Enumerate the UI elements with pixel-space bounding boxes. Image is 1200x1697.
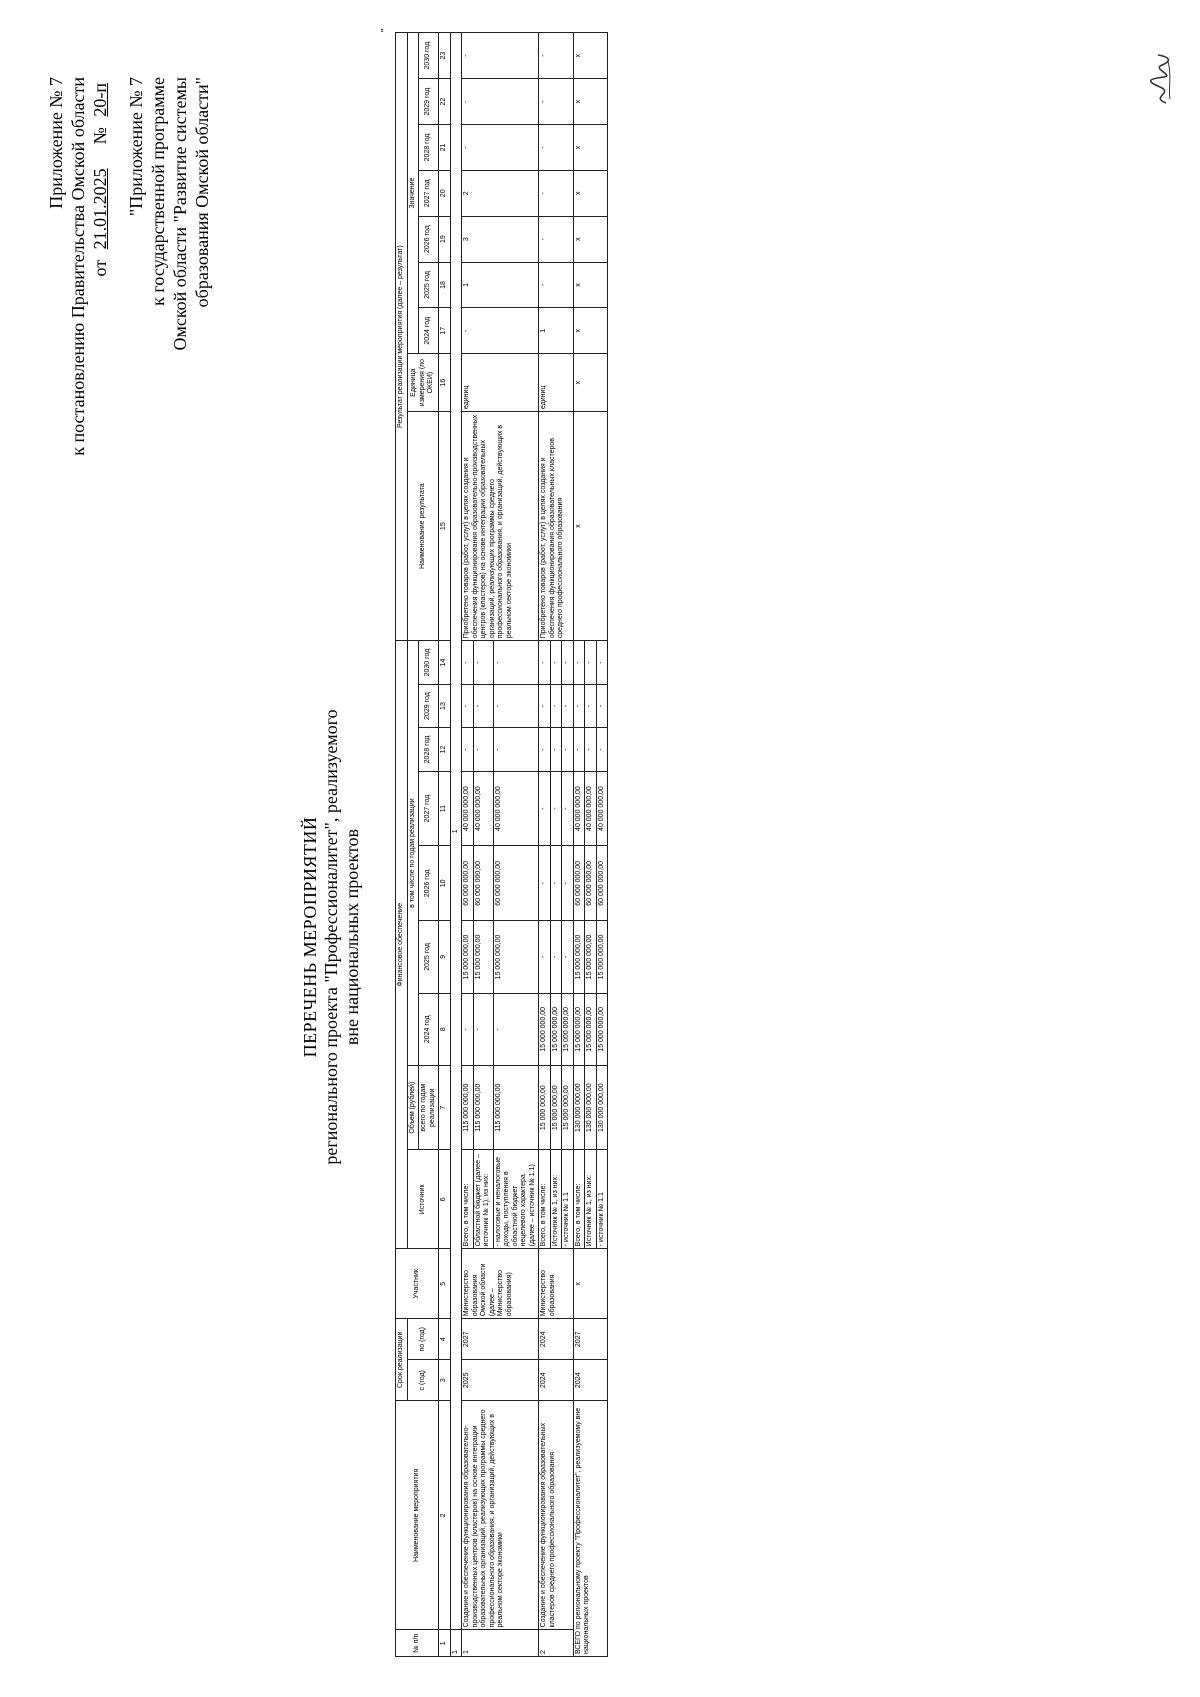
col-number-1: 1 xyxy=(439,1630,451,1657)
measure-1-source-1: Областной бюджет (далее – источник № 1), из них: xyxy=(473,1150,493,1249)
measure-2-fin-0-y6: - xyxy=(539,641,551,685)
measure-1-fin-1-y6: - xyxy=(473,641,493,685)
col-number-15: 15 xyxy=(439,412,451,641)
col-number-20: 20 xyxy=(439,170,451,216)
measure-2-val-y3: - xyxy=(539,170,574,216)
measure-2-fin-1-y1: - xyxy=(550,921,562,993)
measure-2-source-2: - источник № 1.1 xyxy=(562,1150,574,1249)
measure-2-val-y4: - xyxy=(539,125,574,171)
measure-2-fin-0-y1: - xyxy=(539,921,551,993)
total-fin-2-y5: - xyxy=(596,684,608,727)
th-source: Источник xyxy=(407,1150,439,1249)
total-val-y1: x xyxy=(573,262,608,308)
total-result-name: x xyxy=(573,412,608,641)
measure-2-unit: единиц xyxy=(539,354,574,412)
total-fin-1-y4: - xyxy=(585,728,597,771)
measure-2-row-0 xyxy=(539,33,551,1657)
th-fin-year-2: 2026 год xyxy=(419,846,439,921)
signature-icon xyxy=(1140,51,1180,107)
measure-2-fin-1-y3: - xyxy=(550,771,562,846)
col-number-4: 4 xyxy=(439,1319,451,1360)
total-fin-0-y4: - xyxy=(573,728,585,771)
total-fin-0-y6: - xyxy=(573,641,585,685)
measure-2-fin-1-y6: - xyxy=(550,641,562,685)
col-number-6: 6 xyxy=(439,1150,451,1249)
measure-2-fin-2-y5: - xyxy=(562,684,574,727)
th-finance: Финансовое обеспечение xyxy=(396,641,408,1249)
total-fin-2-y1: 15 000 000,00 xyxy=(596,921,608,993)
col-number-12: 12 xyxy=(439,728,451,771)
measure-1-from: 2025 xyxy=(462,1360,539,1401)
header-line-1: Приложение № 7 xyxy=(46,77,66,209)
total-val-y4: x xyxy=(573,125,608,171)
measure-2-fin-0-y5: - xyxy=(539,684,551,727)
th-total: всего по годам реализации xyxy=(419,1065,439,1149)
measure-2-source-0: Всего, в том числе: xyxy=(539,1150,551,1249)
measure-1-val-y2: 3 xyxy=(462,216,539,262)
total-from: 2024 xyxy=(573,1360,608,1401)
measure-2-num: 2 xyxy=(539,1630,574,1657)
total-total-2: 130 000 000,00 xyxy=(596,1065,608,1149)
measure-1-fin-2-y6: - xyxy=(493,641,539,685)
th-fin-year-3: 2027 год xyxy=(419,771,439,846)
col-number-22: 22 xyxy=(439,79,451,125)
total-total-1: 130 000 000,00 xyxy=(585,1065,597,1149)
th-from: с (год) xyxy=(407,1360,439,1401)
measure-2-fin-0-y0: 15 000 000,00 xyxy=(539,993,551,1065)
measure-1-fin-1-y4: - xyxy=(473,728,493,771)
measure-2-source-1: Источник № 1, из них: xyxy=(550,1150,562,1249)
section-title: 1 xyxy=(450,33,462,1630)
total-val-y5: x xyxy=(573,79,608,125)
section-row xyxy=(450,33,462,1657)
measure-1-total-1: 115 000 000,00 xyxy=(473,1065,493,1149)
measure-1-fin-0-y0: - xyxy=(462,993,474,1065)
total-source-2: - источник № 1.1 xyxy=(596,1150,608,1249)
measure-1-participant: Министерство образования Омской области (далее – Министерство образования) xyxy=(462,1249,539,1319)
measure-2-to: 2024 xyxy=(539,1319,574,1360)
measure-1-val-y4: - xyxy=(462,125,539,171)
total-fin-0-y0: 15 000 000,00 xyxy=(573,993,585,1065)
col-number-18: 18 xyxy=(439,262,451,308)
th-incl: в том числе по годам реализации xyxy=(407,641,419,1066)
total-fin-2-y3: 40 000 000,00 xyxy=(596,771,608,846)
total-fin-0-y1: 15 000 000,00 xyxy=(573,921,585,993)
measure-2-total-2: 15 000 000,00 xyxy=(562,1065,574,1149)
measure-1-val-y3: 2 xyxy=(462,170,539,216)
document-title xyxy=(300,557,363,1317)
col-number-7: 7 xyxy=(439,1065,451,1149)
total-val-y2: x xyxy=(573,216,608,262)
th-unit: Единица измерения (по ОКЕИ) xyxy=(407,354,439,412)
measure-2-from: 2024 xyxy=(539,1360,574,1401)
section-num: 1 xyxy=(450,1630,462,1657)
measure-2-val-y5: - xyxy=(539,79,574,125)
col-number-14: 14 xyxy=(439,641,451,685)
measure-1-total-0: 115 000 000,00 xyxy=(462,1065,474,1149)
col-number-23: 23 xyxy=(439,33,451,79)
th-fin-year-4: 2028 год xyxy=(419,728,439,771)
th-val-year-4: 2028 год xyxy=(419,125,439,171)
total-val-y3: x xyxy=(573,170,608,216)
total-participant: x xyxy=(573,1249,608,1319)
th-num: № п/п xyxy=(396,1630,439,1657)
measure-1-fin-1-y1: 15 000 000,00 xyxy=(473,921,493,993)
header-line-7: образования Омской области" xyxy=(192,77,212,308)
measure-2-fin-2-y2: - xyxy=(562,846,574,921)
th-val-year-1: 2025 год xyxy=(419,262,439,308)
total-fin-0-y3: 40 000 000,00 xyxy=(573,771,585,846)
th-volume-total-label: Объем (рублей) xyxy=(407,1065,419,1149)
measure-1-fin-0-y6: - xyxy=(462,641,474,685)
measures-table-wrap xyxy=(395,32,608,1657)
measure-2-fin-2-y1: - xyxy=(562,921,574,993)
header-line-5: к государственной программе xyxy=(148,77,168,306)
total-fin-0-y5: - xyxy=(573,684,585,727)
th-result-name: Наименование результата xyxy=(407,412,439,641)
th-fin-year-5: 2029 год xyxy=(419,684,439,727)
measure-2-fin-0-y4: - xyxy=(539,728,551,771)
th-val-year-6: 2030 год xyxy=(419,33,439,79)
th-value: Значение xyxy=(407,33,419,354)
measure-1-total-2: 115 000 000,00 xyxy=(493,1065,539,1149)
total-fin-1-y1: 15 000 000,00 xyxy=(585,921,597,993)
measure-1-fin-0-y2: 60 000 000,00 xyxy=(462,846,474,921)
measure-1-val-y5: - xyxy=(462,79,539,125)
th-to: по (год) xyxy=(407,1319,439,1360)
total-fin-2-y0: 15 000 000,00 xyxy=(596,993,608,1065)
col-number-2: 2 xyxy=(439,1401,451,1630)
measure-2-fin-1-y0: 15 000 000,00 xyxy=(550,993,562,1065)
col-number-16: 16 xyxy=(439,354,451,412)
measure-2-total-1: 15 000 000,00 xyxy=(550,1065,562,1149)
col-number-3: 3 xyxy=(439,1360,451,1401)
th-name: Наименование мероприятия xyxy=(396,1401,439,1630)
th-val-year-3: 2027 год xyxy=(419,170,439,216)
total-row-0 xyxy=(573,33,585,1657)
measure-1-fin-2-y0: - xyxy=(493,993,539,1065)
th-val-year-2: 2026 год xyxy=(419,216,439,262)
measure-2-total-0: 15 000 000,00 xyxy=(539,1065,551,1149)
measure-2-val-y0: 1 xyxy=(539,308,574,354)
title-line-1: ПЕРЕЧЕНЬ МЕРОПРИЯТИЙ xyxy=(300,816,320,1058)
measure-2-fin-2-y4: - xyxy=(562,728,574,771)
header-line-6: Омской области "Развитие системы xyxy=(170,77,190,351)
measure-1-unit: единиц xyxy=(462,354,539,412)
measure-1-fin-1-y2: 60 000 000,00 xyxy=(473,846,493,921)
measure-1-val-y0: - xyxy=(462,308,539,354)
date-prefix: от xyxy=(90,259,110,277)
total-fin-1-y2: 60 000 000,00 xyxy=(585,846,597,921)
measure-2-fin-0-y2: - xyxy=(539,846,551,921)
measure-1-fin-0-y1: 15 000 000,00 xyxy=(462,921,474,993)
title-line-3: вне национальных проектов xyxy=(342,828,362,1046)
measure-2-fin-1-y2: - xyxy=(550,846,562,921)
measure-1-fin-0-y3: 40 000 000,00 xyxy=(462,771,474,846)
measure-1-fin-1-y5: - xyxy=(473,684,493,727)
measure-2-fin-0-y3: - xyxy=(539,771,551,846)
measure-2-fin-1-y4: - xyxy=(550,728,562,771)
col-number-19: 19 xyxy=(439,216,451,262)
measure-1-fin-2-y2: 60 000 000,00 xyxy=(493,846,539,921)
measure-2-val-y1: - xyxy=(539,262,574,308)
date-value: 21.01.2025 xyxy=(90,168,110,250)
measure-1-name: Создание и обеспечение функционирования образовательно-производственных центров (кластеров) на основе интеграции образовательных организаций, реализующих программы среднего профессионального образования, и организаций, действующих в реальном секторе экономики xyxy=(462,1401,539,1630)
measure-1-fin-1-y3: 40 000 000,00 xyxy=(473,771,493,846)
total-source-1: Источник № 1, из них: xyxy=(585,1150,597,1249)
total-val-y0: x xyxy=(573,308,608,354)
col-number-11: 11 xyxy=(439,771,451,846)
measures-table xyxy=(395,32,608,1657)
measure-1-fin-1-y0: - xyxy=(473,993,493,1065)
measure-2-participant: Министерство образования xyxy=(539,1249,574,1319)
total-to: 2027 xyxy=(573,1319,608,1360)
total-fin-1-y3: 40 000 000,00 xyxy=(585,771,597,846)
measure-2-name: Создание и обеспечение функционирования образовательных кластеров среднего профессионального образования xyxy=(539,1401,574,1630)
total-fin-2-y2: 60 000 000,00 xyxy=(596,846,608,921)
column-number-row xyxy=(439,33,451,1657)
measure-2-result-name: Приобретено товаров (работ, услуг) в целях создания и обеспечения функционирования образовательных кластеров среднего профессионального образования xyxy=(539,412,574,641)
th-fin-year-6: 2030 год xyxy=(419,641,439,685)
header-date-line xyxy=(89,77,111,637)
measure-2-fin-1-y5: - xyxy=(550,684,562,727)
col-number-10: 10 xyxy=(439,846,451,921)
total-fin-1-y6: - xyxy=(585,641,597,685)
col-number-21: 21 xyxy=(439,125,451,171)
col-number-9: 9 xyxy=(439,921,451,993)
total-unit: x xyxy=(573,354,608,412)
measure-1-fin-2-y1: 15 000 000,00 xyxy=(493,921,539,993)
total-total-0: 130 000 000,00 xyxy=(573,1065,585,1149)
col-number-17: 17 xyxy=(439,308,451,354)
th-participant: Участник xyxy=(396,1249,439,1319)
measure-1-fin-0-y4: - xyxy=(462,728,474,771)
measure-1-fin-0-y5: - xyxy=(462,684,474,727)
number-prefix: № xyxy=(90,127,110,145)
header-line-4: "Приложение № 7 xyxy=(126,77,146,217)
total-fin-2-y4: - xyxy=(596,728,608,771)
measure-1-source-0: Всего, в том числе: xyxy=(462,1150,474,1249)
end-quote-mark: " xyxy=(380,28,391,32)
total-fin-1-y5: - xyxy=(585,684,597,727)
measure-1-fin-2-y4: - xyxy=(493,728,539,771)
measure-2-val-y6: - xyxy=(539,33,574,79)
measure-2-fin-2-y3: - xyxy=(562,771,574,846)
measure-1-num: 1 xyxy=(462,1630,539,1657)
measure-1-val-y1: 1 xyxy=(462,262,539,308)
total-fin-1-y0: 15 000 000,00 xyxy=(585,993,597,1065)
th-fin-year-0: 2024 год xyxy=(419,993,439,1065)
total-name: ВСЕГО по региональному проекту "Профессионалитет", реализуемому вне национальных проектов xyxy=(573,1401,608,1657)
col-number-8: 8 xyxy=(439,993,451,1065)
measure-2-fin-2-y6: - xyxy=(562,641,574,685)
table-body xyxy=(450,33,608,1657)
measure-1-source-2: - налоговые и неналоговые доходы, поступления в областной бюджет нецелевого характера (далее – источник № 1.1) xyxy=(493,1150,539,1249)
measure-1-to: 2027 xyxy=(462,1319,539,1360)
measure-1-result-name: Приобретено товаров (работ, услуг) в целях создания и обеспечения функционирования образовательно-производственных центров (кластеров) на основе интеграции образовательных организаций, реализующих программы среднего профессионального образования, и организаций, действующих в реальном секторе экономики xyxy=(462,412,539,641)
th-period: Срок реализации xyxy=(396,1319,408,1401)
title-line-2: регионального проекта "Профессионалитет", реализуемого xyxy=(321,709,341,1165)
total-fin-2-y6: - xyxy=(596,641,608,685)
measure-2-val-y2: - xyxy=(539,216,574,262)
measure-1-row-0 xyxy=(462,33,474,1657)
th-val-year-0: 2024 год xyxy=(419,308,439,354)
col-number-13: 13 xyxy=(439,684,451,727)
header-line-2: к постановлению Правительства Омской области xyxy=(68,77,88,456)
measure-1-fin-2-y3: 40 000 000,00 xyxy=(493,771,539,846)
number-value: 20-п xyxy=(90,83,110,117)
approval-header xyxy=(45,77,213,637)
th-fin-year-1: 2025 год xyxy=(419,921,439,993)
measure-1-val-y6: - xyxy=(462,33,539,79)
th-val-year-5: 2029 год xyxy=(419,79,439,125)
th-result-group: Результат реализации мероприятия (далее – результат) xyxy=(396,33,408,641)
total-val-y6: x xyxy=(573,33,608,79)
total-source-0: Всего, в том числе: xyxy=(573,1150,585,1249)
total-fin-0-y2: 60 000 000,00 xyxy=(573,846,585,921)
col-number-5: 5 xyxy=(439,1249,451,1319)
measure-2-fin-2-y0: 15 000 000,00 xyxy=(562,993,574,1065)
measure-1-fin-2-y5: - xyxy=(493,684,539,727)
